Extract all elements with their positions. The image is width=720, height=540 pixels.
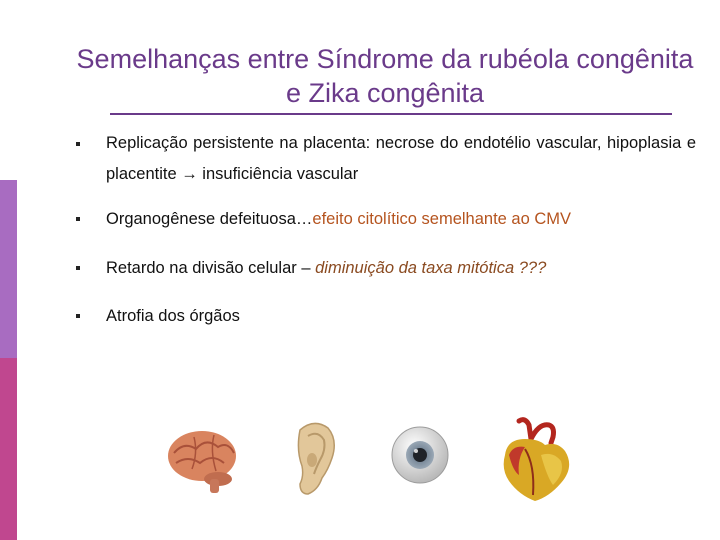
- title-line-2: e Zika congênita: [285, 78, 485, 108]
- brain-image: [164, 423, 242, 495]
- bullet-text: Atrofia dos órgãos: [106, 307, 240, 325]
- bullet-highlight: efeito citolítico semelhante ao CMV: [312, 210, 572, 228]
- sidebar-accent-bottom: [0, 358, 17, 540]
- title-underline: [110, 113, 672, 115]
- bullet-dot: [76, 142, 80, 146]
- bullet-highlight: diminuição da taxa mitótica ???: [315, 259, 547, 277]
- bullet-text: Retardo na divisão celular – diminuição da taxa mitótica ???: [106, 259, 547, 277]
- ear-image: [292, 420, 338, 498]
- bullet-text: Replicação persistente na placenta: necrose do endotélio vascular, hipoplasia e placentite → insuficiência vascular: [106, 134, 696, 183]
- bullet-dot: [76, 314, 80, 318]
- bullet-text: Organogênese defeituosa…efeito citolítico semelhante ao CMV: [106, 210, 572, 228]
- eye-image: [390, 423, 450, 487]
- title-line-1: Semelhanças entre Síndrome da rubéola congênita: [76, 44, 694, 74]
- slide-title: [40, 42, 720, 110]
- organ-images: [160, 415, 600, 505]
- sidebar-accent-top: [0, 180, 17, 358]
- heart-image: [495, 415, 577, 505]
- bullet-dot: [76, 217, 80, 221]
- bullet-dot: [76, 266, 80, 270]
